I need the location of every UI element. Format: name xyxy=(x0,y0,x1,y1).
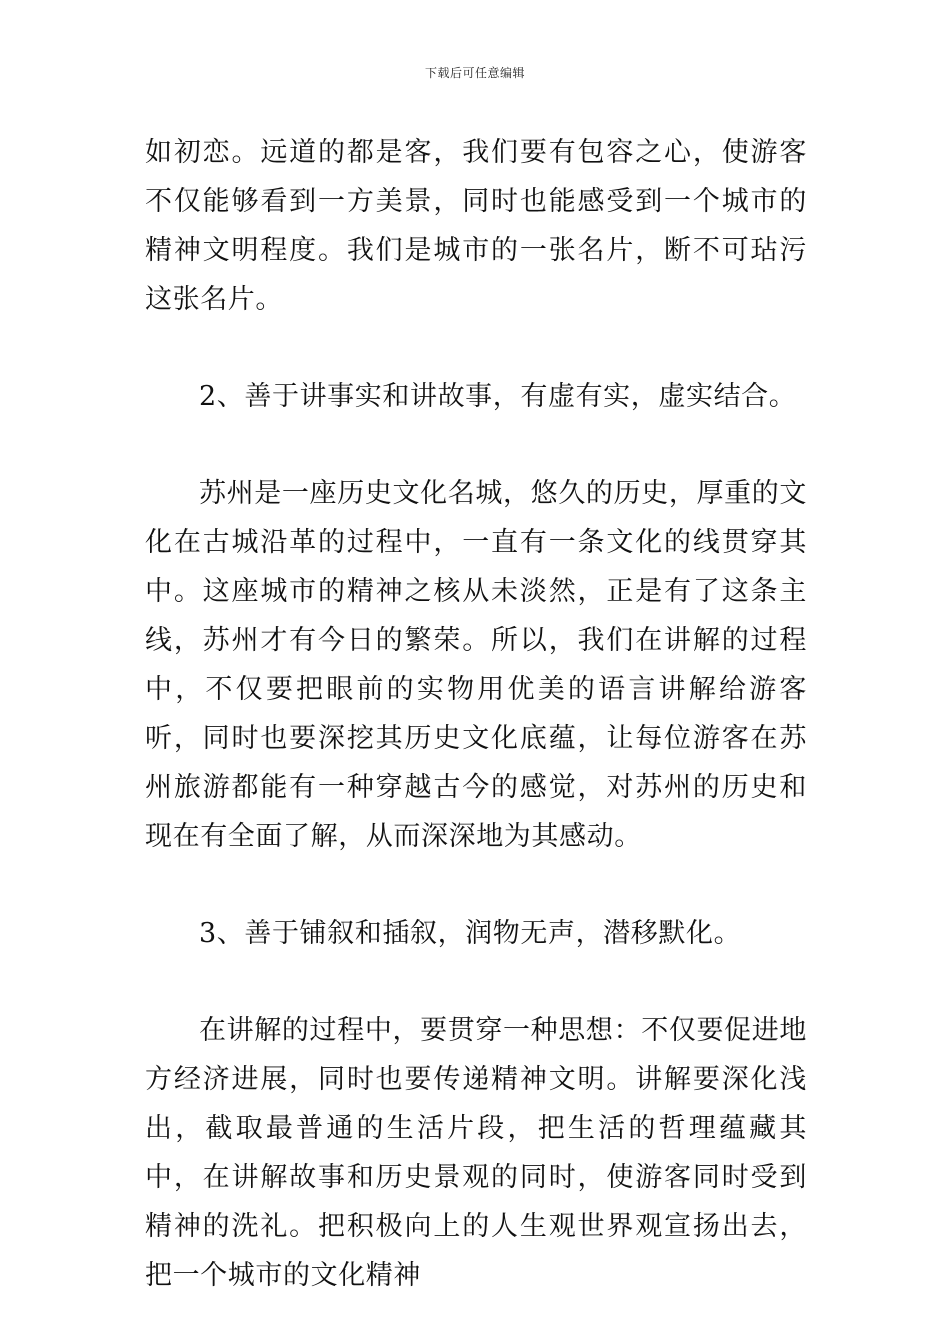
paragraph-suzhou-history: 苏州是一座历史文化名城，悠久的历史，厚重的文化在古城沿革的过程中，一直有一条文化的线贯穿其中。这座城市的精神之核从未淡然，正是有了这条主线，苏州才有今日的繁荣。所以，我们在讲解的过程中，不仅要把眼前的实物用优美的语言讲解给游客听，同时也要深挖其历史文化底蕴，让每位游客在苏州旅游都能有一种穿越古今的感觉，对苏州的历史和现在有全面了解，从而深深地为其感动。 xyxy=(145,478,807,852)
page-header-note: 下载后可任意编辑 xyxy=(424,66,525,80)
section-heading-3: 3、善于铺叙和插叙，润物无声，潜移默化。 xyxy=(199,918,742,949)
paragraph-continuation: 如初恋。远道的都是客，我们要有包容之心，使游客不仅能够看到一方美景，同时也能感受到一个城市的精神文明程度。我们是城市的一张名片，断不可玷污这张名片。 xyxy=(145,137,807,315)
section-heading-2: 2、善于讲事实和讲故事，有虚有实，虚实结合。 xyxy=(199,381,797,412)
paragraph-explanation-spirit: 在讲解的过程中，要贯穿一种思想：不仅要促进地方经济进展，同时也要传递精神文明。讲解要深化浅出，截取最普通的生活片段，把生活的哲理蕴藏其中，在讲解故事和历史景观的同时，使游客同时受到精神的洗礼。把积极向上的人生观世界观宣扬出去，把一个城市的文化精神 xyxy=(145,1015,807,1291)
document-body xyxy=(145,128,807,1300)
